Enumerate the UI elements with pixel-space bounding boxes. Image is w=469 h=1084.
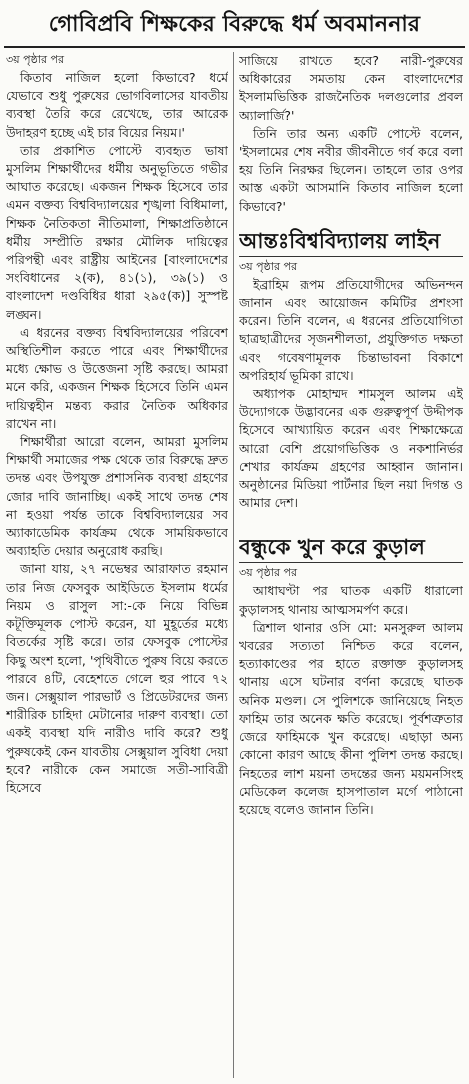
article-paragraph: আধাঘণ্টা পর ঘাতক একটি ধারালো কুড়ালসহ থানায় আত্মসমর্পণ করে। (239, 583, 463, 617)
continued-label: ৩য় পৃষ্ঠার পর (239, 259, 298, 273)
spacer (239, 512, 463, 522)
article-paragraph: তিনি তার অন্য একটি পোস্টে বলেন, 'ইসলামের শেষ নবীর জীবনীতে গর্ব করে বলা হয় তিনি নিরক্ষর ছিলেন। তাহলে তার ওপর আস্ত একটা আসমানি কিতাব নাজিল হলো কিভাবে?' (239, 125, 463, 214)
story-interuniversity (239, 226, 463, 513)
story-rule (239, 256, 463, 257)
article-paragraph: জানা যায়, ২৭ নভেম্বর আরাফাত রহমান তার নিজ ফেসবুক আইডিতে ইসলাম ধর্মের নিয়ম ও রাসুল সা:-কে নিয়ে বিভিন্ন কটূক্তিমূলক পোস্ট করেন, যা মুহূর্তের মধ্যে বিতর্কের সৃষ্টি করে। তার ফেসবুক পোস্টের কিছু অংশ হলো, 'পৃথিবীতে পুরুষ বিয়ে করতে পারবে ৪টি, বেহেশতে গেলে হুর পাবে ৭২ জন। সেক্সুয়াল পারভার্ট ও প্রিডেটরদের জন্য শারীরিক চাহিদা মেটানোর দারুণ ব্যবস্থা। তো একই ব্যবস্থা যদি নারীও দাবি করে? শুধু পুরুষকেই কেন যাবতীয় সেক্সুয়াল সুবিধা দেয়া হবে? নারীকে কেন সমাজে সতী-সাবিত্রী হিসেবে (6, 561, 228, 795)
column-divider (233, 52, 234, 1078)
headline-rule (4, 46, 465, 48)
story-murder (239, 532, 463, 819)
story-headline: বন্ধুকে খুন করে কুড়াল (239, 534, 425, 560)
continued-label: ৩য় পৃষ্ঠার পর (239, 566, 298, 580)
story-rule (239, 562, 463, 563)
article-paragraph: শিক্ষার্থীরা আরো বলেন, আমরা মুসলিম শিক্ষার্থী সমাজের পক্ষ থেকে তার বিরুদ্ধে দ্রুত তদন্ত এবং উপযুক্ত প্রশাসনিক ব্যবস্থা গ্রহণের জোর দাবি জানাচ্ছি। একই সাথে তদন্ত শেষ না হওয়া পর্যন্ত তাকে বিশ্ববিদ্যালয়ের সব অ্যাকাডেমিক কার্যক্রম থেকে সাময়িকভাবে অব্যাহতি দেয়ার অনুরোধ করছি। (6, 434, 228, 559)
story-headline: আন্তঃবিশ্ববিদ্যালয় লাইন (239, 227, 441, 253)
article-paragraph: অধ্যাপক মোহাম্মদ শামসুল আলম এই উদ্যোগকে উদ্ভাবনের এক গুরুত্বপূর্ণ উদ্দীপক হিসেবে আখ্যায়িত করেন এবং শিক্ষাক্ষেত্রে আরো বেশি প্রয়োগভিত্তিক ও নকশানির্ভর শেখার কার্যক্রম গ্রহণের আহ্বান জানান। অনুষ্ঠানের মিডিয়া পার্টনার ছিল নয়া দিগন্ত ও আমার দেশ। (239, 386, 463, 511)
main-headline: গোবিপ্রবি শিক্ষকের বিরুদ্ধে ধর্ম অবমাননার (48, 11, 421, 37)
left-column (6, 52, 228, 1078)
article-paragraph: তার প্রকাশিত পোস্টে ব্যবহৃত ভাষা মুসলিম শিক্ষার্থীদের ধর্মীয় অনুভূতিতে গভীর আঘাত করেছে। একজন শিক্ষক হিসেবে তার এমন বক্তব্য বিশ্ববিদ্যালয়ের শৃঙ্খলা বিধিমালা, শিক্ষক নৈতিকতা নীতিমালা, শিক্ষাপ্রতিষ্ঠানে ধর্মীয় সম্প্রীতি রক্ষার মৌলিক দায়িত্বের পরিপন্থী এবং রাষ্ট্রীয় আইনের [বাংলাদেশের সংবিধানের ২(ক), ৪১(১), ৩৯(১) ও বাংলাদেশ দণ্ডবিধির ধারা ২৯৫(ক)] সুস্পষ্ট লঙ্ঘন। (6, 142, 228, 322)
continued-label: ৩য় পৃষ্ঠার পর (6, 53, 65, 66)
article-paragraph: কিতাব নাজিল হলো কিভাবে? ধর্মে যেভাবে শুধু পুরুষের ভোগবিলাসের যাবতীয় ব্যবস্থা তৈরি করে রেখেছে, তার আরেক উদাহরণ হচ্ছে এই চার বিয়ের নিয়ম।' (6, 70, 228, 140)
right-column (239, 52, 463, 1078)
article-paragraph: ইব্রাহিম রূপম প্রতিযোগীদের অভিনন্দন জানান এবং আয়োজন কমিটির প্রশংসা করেন। তিনি বলেন, এ ধরনের প্রতিযোগিতা ছাত্রছাত্রীদের সৃজনশীলতা, প্রযুক্তিগত দক্ষতা এবং গবেষণামূলক চিন্তাভাবনা বিকাশে অপরিহার্য ভূমিকা রাখে। (239, 276, 463, 383)
article-paragraph: এ ধরনের বক্তব্য বিশ্ববিদ্যালয়ের পরিবেশ অস্থিতিশীল করতে পারে এবং শিক্ষার্থীদের মধ্যে ক্ষোভ ও উত্তেজনা সৃষ্টি করছে। আমরা মনে করি, একজন শিক্ষক হিসেবে তিনি এমন দায়িত্বহীন মন্তব্য করার নৈতিক অধিকার রাখেন না। (6, 324, 228, 431)
article-paragraph: সাজিয়ে রাখতে হবে? নারী-পুরুষের অধিকারের সমতায় কেন বাংলাদেশের ইসলামভিত্তিক রাজনৈতিক দলগুলোর প্রবল অ্যালার্জি?' (239, 53, 463, 123)
article-paragraph: ত্রিশাল থানার ওসি মো: মনসুরুল আলম খবরের সত্যতা নিশ্চিত করে বলেন, হত্যাকাণ্ডের পর হাতে রক্তাক্ত কুড়ালসহ থানায় এসে ঘটনার বর্ণনা করেছে ঘাতক অনিক মণ্ডল। সে পুলিশকে জানিয়েছে নিহত ফাহিম তার অনেক ক্ষতি করেছে। পূর্বশত্রুতার জেরে ফাহিমকে খুন করেছে। এছাড়া অন্য কোনো কারণ আছে কীনা পুলিশ তদন্ত করছে। নিহতের লাশ ময়না তদন্তের জন্য ময়মনসিংহ মেডিকেল কলেজ হাসপাতাল মর্গে পাঠানো হয়েছে বলেও জানান তিনি। (239, 619, 463, 817)
